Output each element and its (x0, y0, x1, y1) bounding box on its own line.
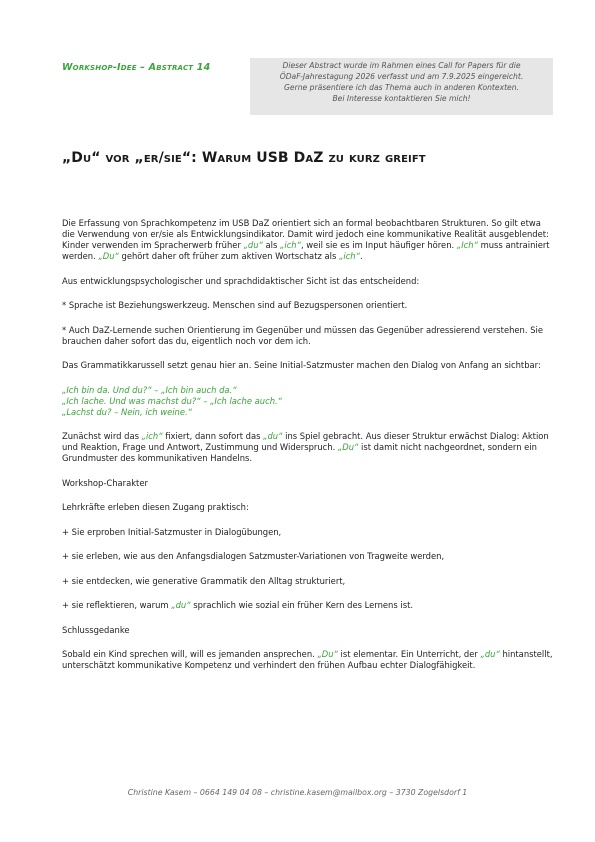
highlight-du: „Du“ (337, 442, 359, 452)
text: hintanstellt, unterschätzt kommunikative Kompetenz und verhindert den frühen Aufbau echter Dialogfähigkeit. (62, 649, 553, 670)
notice-line: Bei Interesse kontaktieren Sie mich! (332, 94, 471, 103)
paragraph-conclusion (62, 649, 556, 671)
submission-notice (250, 58, 553, 115)
example-line: „Ich bin da. Und du?“ – „Ich bin auch da.“ (62, 384, 237, 395)
abstract-body (62, 218, 556, 685)
highlight-du: „du“ (243, 240, 263, 250)
example-dialogues (62, 385, 556, 418)
paragraph: Lehrkräfte erleben diesen Zugang praktisch: (62, 502, 249, 512)
section-heading: Workshop-Charakter (62, 477, 148, 488)
bullet-item: * Sprache ist Beziehungswerkzeug. Menschen sind auf Bezugspersonen orientiert. (62, 300, 408, 310)
text: , weil sie es im Input häufiger hören. (300, 240, 457, 250)
highlight-ich: „ich“ (280, 240, 301, 250)
list-item (62, 600, 556, 611)
example-line: „Ich lache. Und was machst du?“ – „Ich lache auch.“ (62, 395, 283, 406)
paragraph-intro (62, 218, 556, 262)
footer-contact: Christine Kasem – 0664 149 04 08 – christine.kasem@mailbox.org – 3730 Zogelsdorf 1 (127, 788, 468, 797)
text: ist damit nicht nachgeordnet, sondern ein Grundmuster des kommunikativen Handelns. (62, 442, 537, 463)
notice-line: Gerne präsentiere ich das Thema auch in anderen Kontexten. (284, 83, 519, 92)
highlight-ich: „Ich“ (456, 240, 478, 250)
section-heading: Schlussgedanke (62, 624, 130, 635)
highlight-ich: „ich“ (141, 431, 163, 441)
text: Sobald ein Kind sprechen will, will es jemanden ansprechen. (62, 649, 318, 659)
page-title: „Du“ vor „er/sie“: Warum USB DaZ zu kurz greift (62, 150, 426, 166)
text: . (359, 251, 363, 261)
text: Die Erfassung von Sprachkompetenz im USB DaZ orientiert sich an formal beobachtbaren Strukturen. So gilt etwa die Verwendung von er/sie als Entwicklungsindikator. Damit wird jedoch eine kommunikative Realität ausgeblendet: Kinder verwenden im Spracherwerb früher (62, 218, 549, 250)
paragraph-dialog (62, 431, 556, 464)
paragraph: Aus entwicklungspsychologischer und sprachdidaktischer Sicht ist das entscheidend: (62, 275, 420, 286)
highlight-du: „du“ (263, 431, 283, 441)
text: + sie reflektieren, warum (62, 600, 172, 610)
bullet-item: * Auch DaZ-Lernende suchen Orientierung im Gegenüber und müssen das Gegenüber adressierend verstehen. Sie brauchen daher sofort das du, eigentlich noch vor dem ich. (62, 324, 543, 346)
text: muss antrainiert werden. (62, 240, 550, 261)
text: fixiert, dann sofort das (162, 431, 264, 441)
text: ins Spiel gebracht. Aus dieser Struktur erwächst Dialog: Aktion und Reaktion, Frage und Antwort, Zustimmung und Widerspruch. (62, 431, 549, 452)
text: sprachlich wie sozial ein früher Kern des Lernens ist. (190, 600, 414, 610)
highlight-du: „du“ (171, 600, 191, 610)
workshop-label: Workshop-Idee – Abstract 14 (62, 62, 211, 73)
text: Zunächst wird das (62, 431, 142, 441)
notice-line: ÖDaF-Jahrestagung 2026 verfasst und am 7.9.2025 eingereicht. (279, 72, 524, 81)
highlight-du: „Du“ (98, 251, 119, 261)
text: als (262, 240, 281, 250)
notice-line: Dieser Abstract wurde im Rahmen eines Call for Papers für die (282, 61, 521, 70)
text: ist elementar. Ein Unterricht, der (337, 649, 481, 659)
list-item: + Sie erproben Initial-Satzmuster in Dialogübungen, (62, 526, 282, 537)
list-item: + sie erleben, wie aus den Anfangsdialogen Satzmuster-Variationen von Tragweite werden, (62, 551, 445, 561)
highlight-ich: „ich“ (339, 251, 360, 261)
paragraph: Das Grammatikkarussell setzt genau hier an. Seine Initial-Satzmuster machen den Dialog von Anfang an sichtbar: (62, 360, 541, 370)
example-line: „Lachst du? – Nein, ich weine.“ (62, 406, 193, 417)
highlight-du: „du“ (480, 649, 500, 659)
text: gehört daher oft früher zum aktiven Wortschatz als (118, 251, 340, 261)
highlight-du: „Du“ (317, 649, 338, 659)
list-item: + sie entdecken, wie generative Grammatik den Alltag strukturiert, (62, 575, 346, 586)
